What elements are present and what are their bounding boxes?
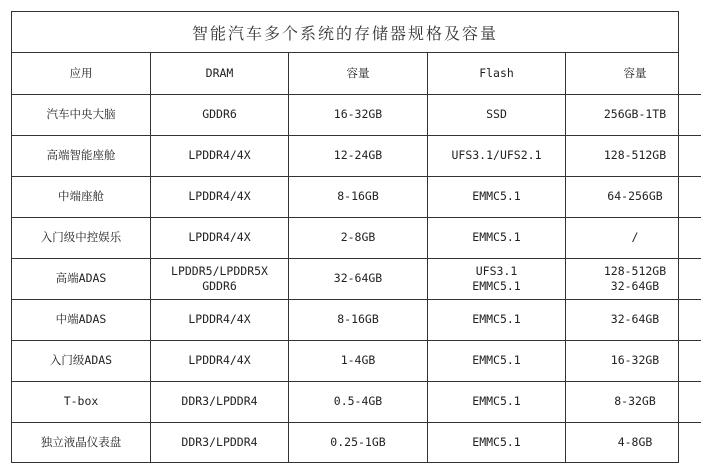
cell-dram-line: LPDDR4/4X	[188, 312, 251, 326]
cell-flash-capacity	[566, 299, 701, 340]
cell-application: 汽车中央大脑	[12, 94, 151, 135]
table-row	[12, 176, 701, 217]
cell-flash-line: UFS3.1/UFS2.1	[451, 148, 542, 162]
cell-dram-capacity: 32-64GB	[289, 258, 428, 299]
table-row	[12, 422, 701, 463]
cell-dram	[151, 217, 289, 258]
header-row	[12, 53, 701, 94]
cell-flash-line: EMMC5.1	[472, 435, 521, 450]
table-title: 智能汽车多个系统的存储器规格及容量	[12, 12, 678, 53]
table-row	[12, 217, 701, 258]
cell-application: 中端ADAS	[12, 299, 151, 340]
cell-flash-line: SSD	[486, 107, 507, 121]
cell-dram-capacity: 8-16GB	[289, 176, 428, 217]
cell-application: 高端ADAS	[12, 258, 151, 299]
table-row	[12, 299, 701, 340]
cell-flash-capacity-line: 128-512GB	[603, 148, 667, 162]
cell-flash-line: EMMC5.1	[472, 278, 521, 293]
cell-flash-capacity-line: 4-8GB	[617, 435, 653, 450]
cell-dram	[151, 135, 289, 176]
cell-dram-line: LPDDR4/4X	[188, 230, 251, 244]
memory-spec-table	[12, 53, 701, 463]
cell-dram-capacity: 1-4GB	[289, 340, 428, 381]
table-row	[12, 381, 701, 422]
cell-flash-capacity	[566, 135, 701, 176]
cell-dram	[151, 340, 289, 381]
cell-flash-capacity	[566, 340, 701, 381]
cell-flash-capacity	[566, 94, 701, 135]
cell-dram	[151, 176, 289, 217]
cell-flash	[428, 422, 566, 463]
cell-dram-capacity: 12-24GB	[289, 135, 428, 176]
cell-dram-line: LPDDR4/4X	[188, 148, 251, 162]
cell-flash-capacity	[566, 258, 701, 299]
cell-application: 高端智能座舱	[12, 135, 151, 176]
cell-dram	[151, 94, 289, 135]
spec-table-sheet	[11, 11, 679, 463]
cell-flash-capacity-line: /	[631, 230, 639, 244]
table-row	[12, 258, 701, 299]
cell-flash-line: EMMC5.1	[472, 189, 521, 203]
cell-flash-capacity	[566, 381, 701, 422]
cell-flash	[428, 299, 566, 340]
cell-application: 入门级ADAS	[12, 340, 151, 381]
cell-dram-line: LPDDR5/LPDDR5X	[171, 263, 268, 278]
cell-flash-capacity-line: 8-32GB	[614, 394, 656, 408]
cell-flash-capacity	[566, 217, 701, 258]
cell-flash	[428, 94, 566, 135]
cell-dram-line: GDDR6	[202, 278, 237, 293]
cell-dram-capacity: 0.25-1GB	[289, 422, 428, 463]
cell-flash-capacity-line: 16-32GB	[610, 353, 660, 367]
cell-dram	[151, 381, 289, 422]
cell-dram	[151, 422, 289, 463]
cell-flash	[428, 135, 566, 176]
header-application: 应用	[12, 53, 151, 94]
cell-dram-line: GDDR6	[202, 107, 237, 121]
cell-dram-line: LPDDR4/4X	[188, 353, 251, 367]
cell-dram-capacity: 8-16GB	[289, 299, 428, 340]
cell-flash-line: UFS3.1	[475, 263, 518, 278]
cell-flash-capacity-line: 32-64GB	[610, 278, 660, 293]
cell-flash-capacity	[566, 422, 701, 463]
cell-flash	[428, 176, 566, 217]
cell-flash-capacity-line: 256GB-1TB	[603, 107, 667, 121]
cell-flash-capacity-line: 128-512GB	[603, 263, 667, 278]
cell-flash-capacity	[566, 176, 701, 217]
cell-dram-capacity: 16-32GB	[289, 94, 428, 135]
cell-flash-capacity-line: 32-64GB	[610, 312, 660, 326]
cell-flash-line: EMMC5.1	[472, 353, 521, 367]
cell-dram-line: DDR3/LPDDR4	[181, 435, 258, 450]
table-row	[12, 340, 701, 381]
cell-flash	[428, 258, 566, 299]
cell-dram-line: DDR3/LPDDR4	[181, 394, 258, 408]
cell-application: 入门级中控娱乐	[12, 217, 151, 258]
cell-flash	[428, 340, 566, 381]
cell-dram-capacity: 2-8GB	[289, 217, 428, 258]
cell-application: T-box	[12, 381, 151, 422]
cell-dram	[151, 299, 289, 340]
cell-flash	[428, 217, 566, 258]
table-body	[12, 94, 701, 463]
cell-dram-line: LPDDR4/4X	[188, 189, 251, 203]
cell-dram	[151, 258, 289, 299]
cell-flash-capacity-line: 64-256GB	[607, 189, 663, 203]
table-row	[12, 135, 701, 176]
cell-dram-capacity: 0.5-4GB	[289, 381, 428, 422]
header-dram: DRAM	[151, 53, 289, 94]
header-dram-capacity: 容量	[289, 53, 428, 94]
cell-flash	[428, 381, 566, 422]
cell-application: 中端座舱	[12, 176, 151, 217]
header-flash-capacity: 容量	[566, 53, 701, 94]
table-row	[12, 94, 701, 135]
cell-application: 独立液晶仪表盘	[12, 422, 151, 463]
cell-flash-line: EMMC5.1	[472, 312, 521, 326]
cell-flash-line: EMMC5.1	[472, 230, 521, 244]
cell-flash-line: EMMC5.1	[472, 394, 521, 408]
header-flash: Flash	[428, 53, 566, 94]
